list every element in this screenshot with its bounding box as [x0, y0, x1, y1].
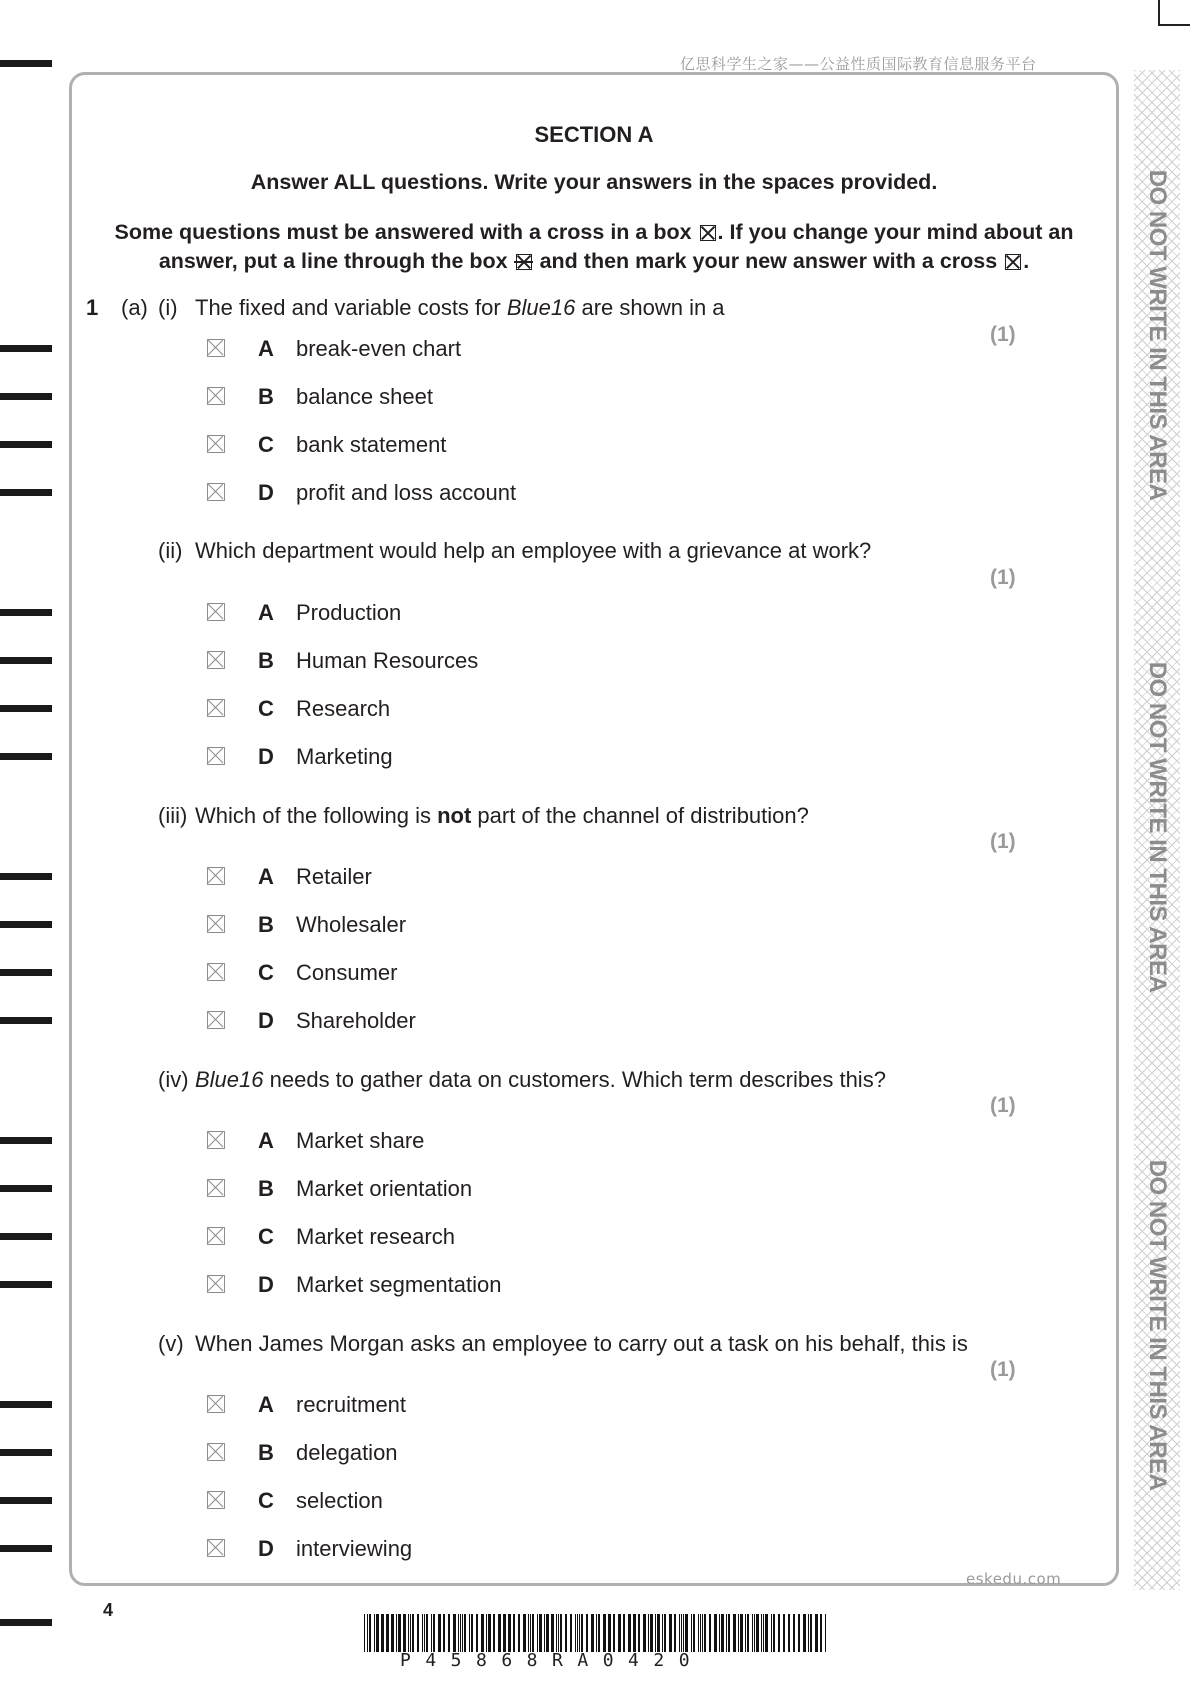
barcode-bar [381, 1614, 384, 1652]
option-letter: A [258, 1392, 274, 1417]
timing-tick [0, 1017, 52, 1024]
option-letter: C [258, 1488, 274, 1513]
option-text: balance sheet [296, 384, 433, 409]
crossed-box-icon [700, 225, 716, 241]
timing-tick [0, 705, 52, 712]
option-letter: C [258, 696, 274, 721]
option-text: Retailer [296, 864, 372, 889]
barcode-bar [664, 1614, 666, 1652]
option-letter: C [258, 960, 274, 985]
timing-tick [0, 1619, 52, 1626]
barcode-bar [773, 1614, 775, 1652]
barcode-bar [683, 1614, 684, 1652]
barcode [364, 1614, 829, 1652]
marks-label: (1) [990, 1358, 1016, 1381]
option-letter: B [258, 384, 274, 409]
barcode-bar [581, 1614, 583, 1652]
barcode-bar [698, 1614, 699, 1652]
barcode-bar [747, 1614, 749, 1652]
barcode-bar [488, 1614, 491, 1652]
subquestion-label: (iii) [158, 803, 188, 828]
subquestion-label: (iv) [158, 1067, 189, 1092]
barcode-bar [410, 1614, 411, 1652]
barcode-bar [431, 1614, 432, 1652]
barcode-bar [508, 1614, 511, 1652]
answer-checkbox[interactable] [207, 483, 225, 501]
option-text: Market segmentation [296, 1272, 502, 1297]
barcode-bar [518, 1614, 520, 1652]
barcode-bar [575, 1614, 576, 1652]
barcode-bar [433, 1614, 435, 1652]
section-title: SECTION A [534, 122, 654, 147]
barcode-bar [648, 1614, 649, 1652]
barcode-bar [513, 1614, 515, 1652]
barcode-bar [386, 1614, 389, 1652]
option-text: break-even chart [296, 336, 462, 361]
barcode-bar [532, 1614, 534, 1652]
barcode-bar [643, 1614, 646, 1652]
cross-instruction-text-5: . [1023, 249, 1030, 273]
answer-checkbox[interactable] [207, 1227, 225, 1245]
timing-tick [0, 393, 52, 400]
subquestion-text-part: needs to gather data on customers. Which term describes this? [263, 1067, 886, 1092]
barcode-bar [691, 1614, 692, 1652]
timing-tick [0, 1545, 52, 1552]
answer-checkbox[interactable] [207, 1443, 225, 1461]
side-warning-1: DO NOT WRITE IN THIS AREA [1144, 169, 1171, 501]
crossed-box-icon [1005, 254, 1021, 270]
barcode-bar [798, 1614, 800, 1652]
timing-tick [0, 753, 52, 760]
subquestion-text [195, 295, 725, 321]
barcode-bar [453, 1614, 456, 1652]
option-letter: C [258, 432, 274, 457]
timing-tick [0, 489, 52, 496]
subquestion-text [195, 1067, 886, 1093]
barcode-text: P45868RA0420 [400, 1650, 705, 1671]
timing-tick [0, 1185, 52, 1192]
barcode-bar [560, 1614, 562, 1652]
barcode-bar [586, 1614, 588, 1652]
barcode-bar [374, 1614, 375, 1652]
answer-checkbox[interactable] [207, 1179, 225, 1197]
side-warning-2: DO NOT WRITE IN THIS AREA [1144, 661, 1171, 993]
struck-crossed-box-icon [516, 254, 532, 270]
barcode-bar [633, 1614, 636, 1652]
option-letter: B [258, 912, 274, 937]
option-letter: D [258, 744, 274, 769]
option-text: Consumer [296, 960, 398, 985]
option-text: delegation [296, 1440, 398, 1465]
barcode-bar [778, 1614, 780, 1652]
timing-tick [0, 345, 52, 352]
barcode-bar [570, 1614, 572, 1652]
barcode-bar [408, 1614, 409, 1652]
barcode-bar [662, 1614, 663, 1652]
option-text: Marketing [296, 744, 393, 769]
subquestion-label: (v) [158, 1331, 184, 1356]
side-warning-3: DO NOT WRITE IN THIS AREA [1144, 1159, 1171, 1491]
barcode-bar [702, 1614, 703, 1652]
answer-checkbox[interactable] [207, 915, 225, 933]
barcode-bar [714, 1614, 717, 1652]
answer-checkbox[interactable] [207, 651, 225, 669]
barcode-bar [793, 1614, 795, 1652]
barcode-bar [556, 1614, 557, 1652]
subquestion-text: Which department would help an employee with a grievance at work? [195, 538, 872, 563]
emphasis-word: not [437, 803, 472, 828]
cross-instruction-text-1: Some questions must be answered with a cross in a box [114, 220, 692, 244]
marks-label: (1) [990, 323, 1016, 346]
barcode-bar [783, 1614, 785, 1652]
answer-checkbox[interactable] [207, 867, 225, 885]
timing-tick [0, 60, 52, 67]
barcode-bar [369, 1614, 371, 1652]
timing-tick [0, 609, 52, 616]
barcode-bar [740, 1614, 743, 1652]
barcode-bar [608, 1614, 611, 1652]
subquestion-text-part: are shown in a [575, 295, 725, 320]
answer-checkbox[interactable] [207, 1539, 225, 1557]
barcode-bar [752, 1614, 753, 1652]
marks-label: (1) [990, 830, 1016, 853]
barcode-bar [810, 1614, 812, 1652]
barcode-bar [422, 1614, 423, 1652]
barcode-bar [603, 1614, 606, 1652]
option-letter: A [258, 600, 274, 625]
answer-checkbox[interactable] [207, 1131, 225, 1149]
barcode-bar [815, 1614, 818, 1652]
barcode-bar [412, 1614, 414, 1652]
barcode-bar [424, 1614, 425, 1652]
answer-checkbox[interactable] [207, 387, 225, 405]
barcode-bar [598, 1614, 600, 1652]
question-number: 1 [86, 295, 99, 320]
option-text: Research [296, 696, 391, 721]
barcode-bar [618, 1614, 621, 1652]
option-text: bank statement [296, 432, 447, 457]
barcode-bar [523, 1614, 526, 1652]
barcode-bar [471, 1614, 473, 1652]
barcode-bar [738, 1614, 739, 1652]
answer-checkbox[interactable] [207, 603, 225, 621]
barcode-bar [438, 1614, 441, 1652]
subquestion-label: (ii) [158, 538, 183, 563]
option-letter: A [258, 1128, 274, 1153]
cross-instruction [69, 218, 1119, 276]
subquestion-label: (i) [158, 295, 178, 320]
barcode-bar [462, 1614, 463, 1652]
barcode-bar [443, 1614, 445, 1652]
barcode-bar [685, 1614, 688, 1652]
subquestion-text-part: The fixed and variable costs for [195, 295, 507, 320]
barcode-bar [756, 1614, 759, 1652]
header-watermark: 亿思科学生之家——公益性质国际教育信息服务平台 [680, 55, 1037, 73]
timing-tick [0, 657, 52, 664]
barcode-bar [391, 1614, 394, 1652]
barcode-bar [613, 1614, 615, 1652]
option-letter: B [258, 1440, 274, 1465]
option-letter: A [258, 336, 274, 361]
footer-watermark: eskedu.com [966, 1570, 1062, 1588]
option-text: selection [296, 1488, 383, 1513]
section-instruction: Answer ALL questions. Write your answers in the spaces provided. [250, 170, 938, 194]
option-letter: B [258, 1176, 274, 1201]
option-letter: D [258, 1272, 274, 1297]
cross-instruction-text-2: . If you change your mind about an [717, 220, 1074, 244]
barcode-bar [364, 1614, 365, 1652]
barcode-bar [426, 1614, 428, 1652]
option-text: Market share [296, 1128, 425, 1153]
barcode-bar [771, 1614, 772, 1652]
barcode-bar [808, 1614, 809, 1652]
barcode-bar [503, 1614, 506, 1652]
subquestion-text [195, 803, 809, 829]
timing-tick [0, 1497, 52, 1504]
subquestion-text-part: Which of the following is [195, 803, 438, 828]
option-text: recruitment [296, 1392, 407, 1417]
timing-tick [0, 873, 52, 880]
answer-checkbox[interactable] [207, 1491, 225, 1509]
cross-instruction-text-3: answer, put a line through the box [158, 249, 508, 273]
barcode-bar [498, 1614, 501, 1652]
barcode-bar [669, 1614, 672, 1652]
barcode-bar [765, 1614, 768, 1652]
barcode-bar [486, 1614, 487, 1652]
option-text: Shareholder [296, 1008, 416, 1033]
barcode-bar [537, 1614, 538, 1652]
barcode-bar [546, 1614, 549, 1652]
business-name: Blue16 [195, 1067, 264, 1092]
barcode-bar [719, 1614, 720, 1652]
barcode-bar [628, 1614, 631, 1652]
option-letter: D [258, 1536, 274, 1561]
barcode-bar [761, 1614, 762, 1652]
barcode-bar [458, 1614, 459, 1652]
timing-tick [0, 1449, 52, 1456]
barcode-bar [481, 1614, 484, 1652]
barcode-bar [469, 1614, 470, 1652]
marks-label: (1) [990, 566, 1016, 589]
answer-checkbox[interactable] [207, 699, 225, 717]
barcode-bar [820, 1614, 822, 1652]
barcode-bar [579, 1614, 580, 1652]
barcode-bar [551, 1614, 554, 1652]
barcode-bar [623, 1614, 625, 1652]
timing-tick [0, 921, 52, 928]
barcode-bar [591, 1614, 594, 1652]
option-letter: D [258, 1008, 274, 1033]
barcode-bar [655, 1614, 656, 1652]
option-text: Market research [296, 1224, 455, 1249]
barcode-bar [650, 1614, 653, 1652]
barcode-bar [638, 1614, 640, 1652]
barcode-bar [539, 1614, 542, 1652]
timing-tick [0, 969, 52, 976]
barcode-bar [530, 1614, 531, 1652]
barcode-bar [493, 1614, 495, 1652]
option-text: profit and loss account [296, 480, 517, 505]
barcode-bar [558, 1614, 559, 1652]
barcode-bar [464, 1614, 466, 1652]
barcode-bar [763, 1614, 764, 1652]
barcode-bar [803, 1614, 806, 1652]
barcode-bar [728, 1614, 730, 1652]
barcode-bar [704, 1614, 706, 1652]
barcode-bar [596, 1614, 597, 1652]
barcode-bar [726, 1614, 727, 1652]
business-name: Blue16 [506, 295, 576, 320]
barcode-bar [679, 1614, 680, 1652]
barcode-bar [403, 1614, 406, 1652]
barcode-bar [700, 1614, 701, 1652]
timing-tick [0, 441, 52, 448]
answer-checkbox[interactable] [207, 435, 225, 453]
barcode-bar [681, 1614, 682, 1652]
answer-checkbox[interactable] [207, 1395, 225, 1413]
option-text: Wholesaler [296, 912, 407, 937]
option-letter: A [258, 864, 274, 889]
barcode-bar [376, 1614, 379, 1652]
barcode-bar [733, 1614, 736, 1652]
barcode-bar [460, 1614, 461, 1652]
answer-checkbox[interactable] [207, 1275, 225, 1293]
barcode-bar [709, 1614, 711, 1652]
barcode-bar [367, 1614, 368, 1652]
barcode-bar [825, 1614, 826, 1652]
cross-instruction-text-4: and then mark your new answer with a cross [539, 249, 998, 273]
option-letter: B [258, 648, 274, 673]
page-number: 4 [103, 1600, 114, 1620]
registration-mark [1158, 0, 1190, 26]
subquestion-text-part: part of the channel of distribution? [471, 803, 809, 828]
barcode-bar [448, 1614, 450, 1652]
answer-checkbox[interactable] [207, 747, 225, 765]
barcode-bar [745, 1614, 746, 1652]
barcode-bar [754, 1614, 755, 1652]
option-text: Production [296, 600, 402, 625]
answer-checkbox[interactable] [207, 1011, 225, 1029]
option-text: Human Resources [296, 648, 479, 673]
barcode-bar [476, 1614, 478, 1652]
barcode-bar [721, 1614, 724, 1652]
timing-tick [0, 1233, 52, 1240]
barcode-bar [693, 1614, 695, 1652]
timing-tick [0, 1401, 52, 1408]
option-letter: C [258, 1224, 274, 1249]
subquestion-text: When James Morgan asks an employee to carry out a task on his behalf, this is [195, 1331, 968, 1356]
answer-checkbox[interactable] [207, 339, 225, 357]
barcode-bar [396, 1614, 397, 1652]
barcode-bar [788, 1614, 790, 1652]
question-part-label: (a) [121, 295, 148, 320]
timing-tick [0, 1281, 52, 1288]
barcode-bar [577, 1614, 578, 1652]
timing-tick [0, 1137, 52, 1144]
marks-label: (1) [990, 1094, 1016, 1117]
answer-checkbox[interactable] [207, 963, 225, 981]
barcode-bar [657, 1614, 660, 1652]
barcode-bar [565, 1614, 567, 1652]
option-text: interviewing [296, 1536, 413, 1561]
barcode-bar [674, 1614, 676, 1652]
barcode-bar [544, 1614, 545, 1652]
barcode-bar [528, 1614, 529, 1652]
option-letter: D [258, 480, 274, 505]
option-text: Market orientation [296, 1176, 473, 1201]
barcode-bar [398, 1614, 401, 1652]
barcode-bar [417, 1614, 419, 1652]
